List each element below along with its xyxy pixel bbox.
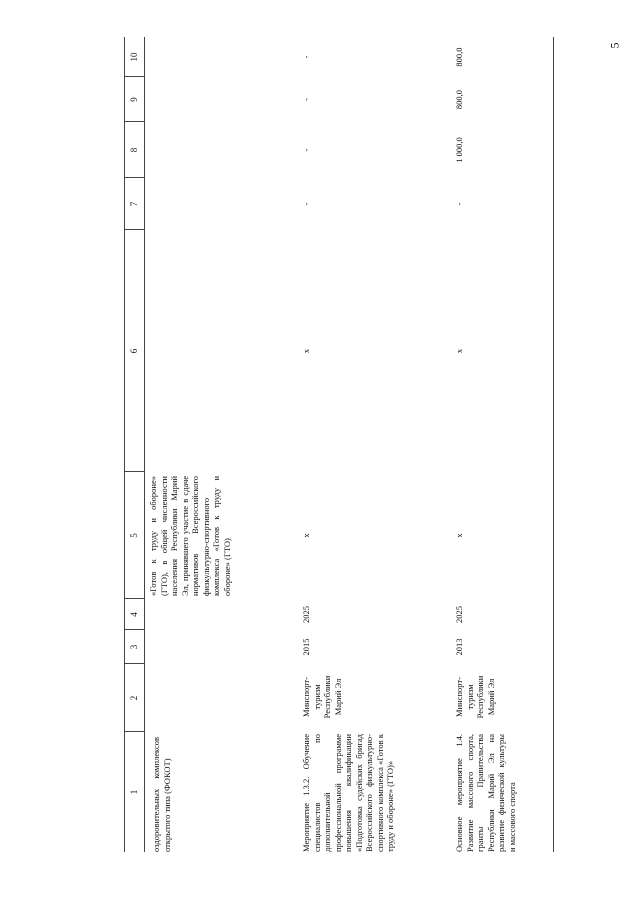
row3-col7: -	[454, 202, 464, 206]
row3-col8: 1 000,0	[454, 137, 464, 163]
table-top-rule	[124, 37, 125, 852]
header-col-10: 10	[129, 52, 139, 62]
header-col-8: 8	[129, 147, 139, 153]
row2-col1: Мероприятие 1.3.2. Обучение специалистов по дополнительной профессиональной программе повышения квалификации «Подготовка судейских бригад Всероссийского физкультурно-спортивного комплекса «Готов к труду и обороне» (ГТО)»	[301, 734, 395, 852]
header-col-1: 1	[129, 789, 139, 795]
table-bottom-rule	[553, 37, 554, 852]
row1-col5: «Готов к труду и обороне» (ГТО), в общей численности населения Республики Марий Эл, принявшего участие в сдаче нормативов Всероссийского физкультурно-спортивного комплекса «Готов к труду и обороне» (ГТО)	[148, 476, 232, 596]
row2-col4: 2025	[301, 606, 311, 623]
row2-col5: x	[301, 533, 311, 538]
row2-col3: 2015	[301, 638, 311, 656]
row3-col5: x	[454, 533, 464, 538]
row3-col2: Минспорт-туризм Республики Марий Эл	[454, 675, 496, 719]
row3-col10: 800,0	[454, 47, 464, 67]
row3-col6: x	[454, 348, 464, 354]
header-col-6: 6	[129, 348, 139, 354]
header-col-2: 2	[129, 695, 139, 701]
row3-col9: 800,0	[454, 89, 464, 110]
row2-col6: x	[301, 348, 311, 354]
header-rule	[144, 37, 145, 852]
header-col-3: 3	[129, 644, 139, 650]
row2-col7: -	[301, 202, 311, 206]
row2-col8: -	[301, 148, 311, 152]
row2-col2: Минспорт-туризм Республики Марий Эл	[301, 675, 343, 719]
row2-col9: -	[301, 98, 311, 101]
row2-col10: -	[301, 55, 311, 59]
header-col-4: 4	[129, 612, 139, 617]
header-col-9: 9	[129, 97, 139, 102]
header-col-7: 7	[129, 201, 139, 207]
row1-col1: оздоровительных комплексов открытого типа (ФОКОТ)	[151, 737, 172, 852]
page-number: 5	[607, 42, 622, 49]
row3-col3: 2013	[454, 638, 464, 656]
row3-col1: Основное мероприятие 1.4. Развитие массового спорта, гранты Правительства Республики Марий Эл на развитие физической культуры и массового спорта	[454, 734, 517, 852]
header-col-5: 5	[129, 533, 139, 538]
row3-col4: 2025	[454, 606, 464, 623]
